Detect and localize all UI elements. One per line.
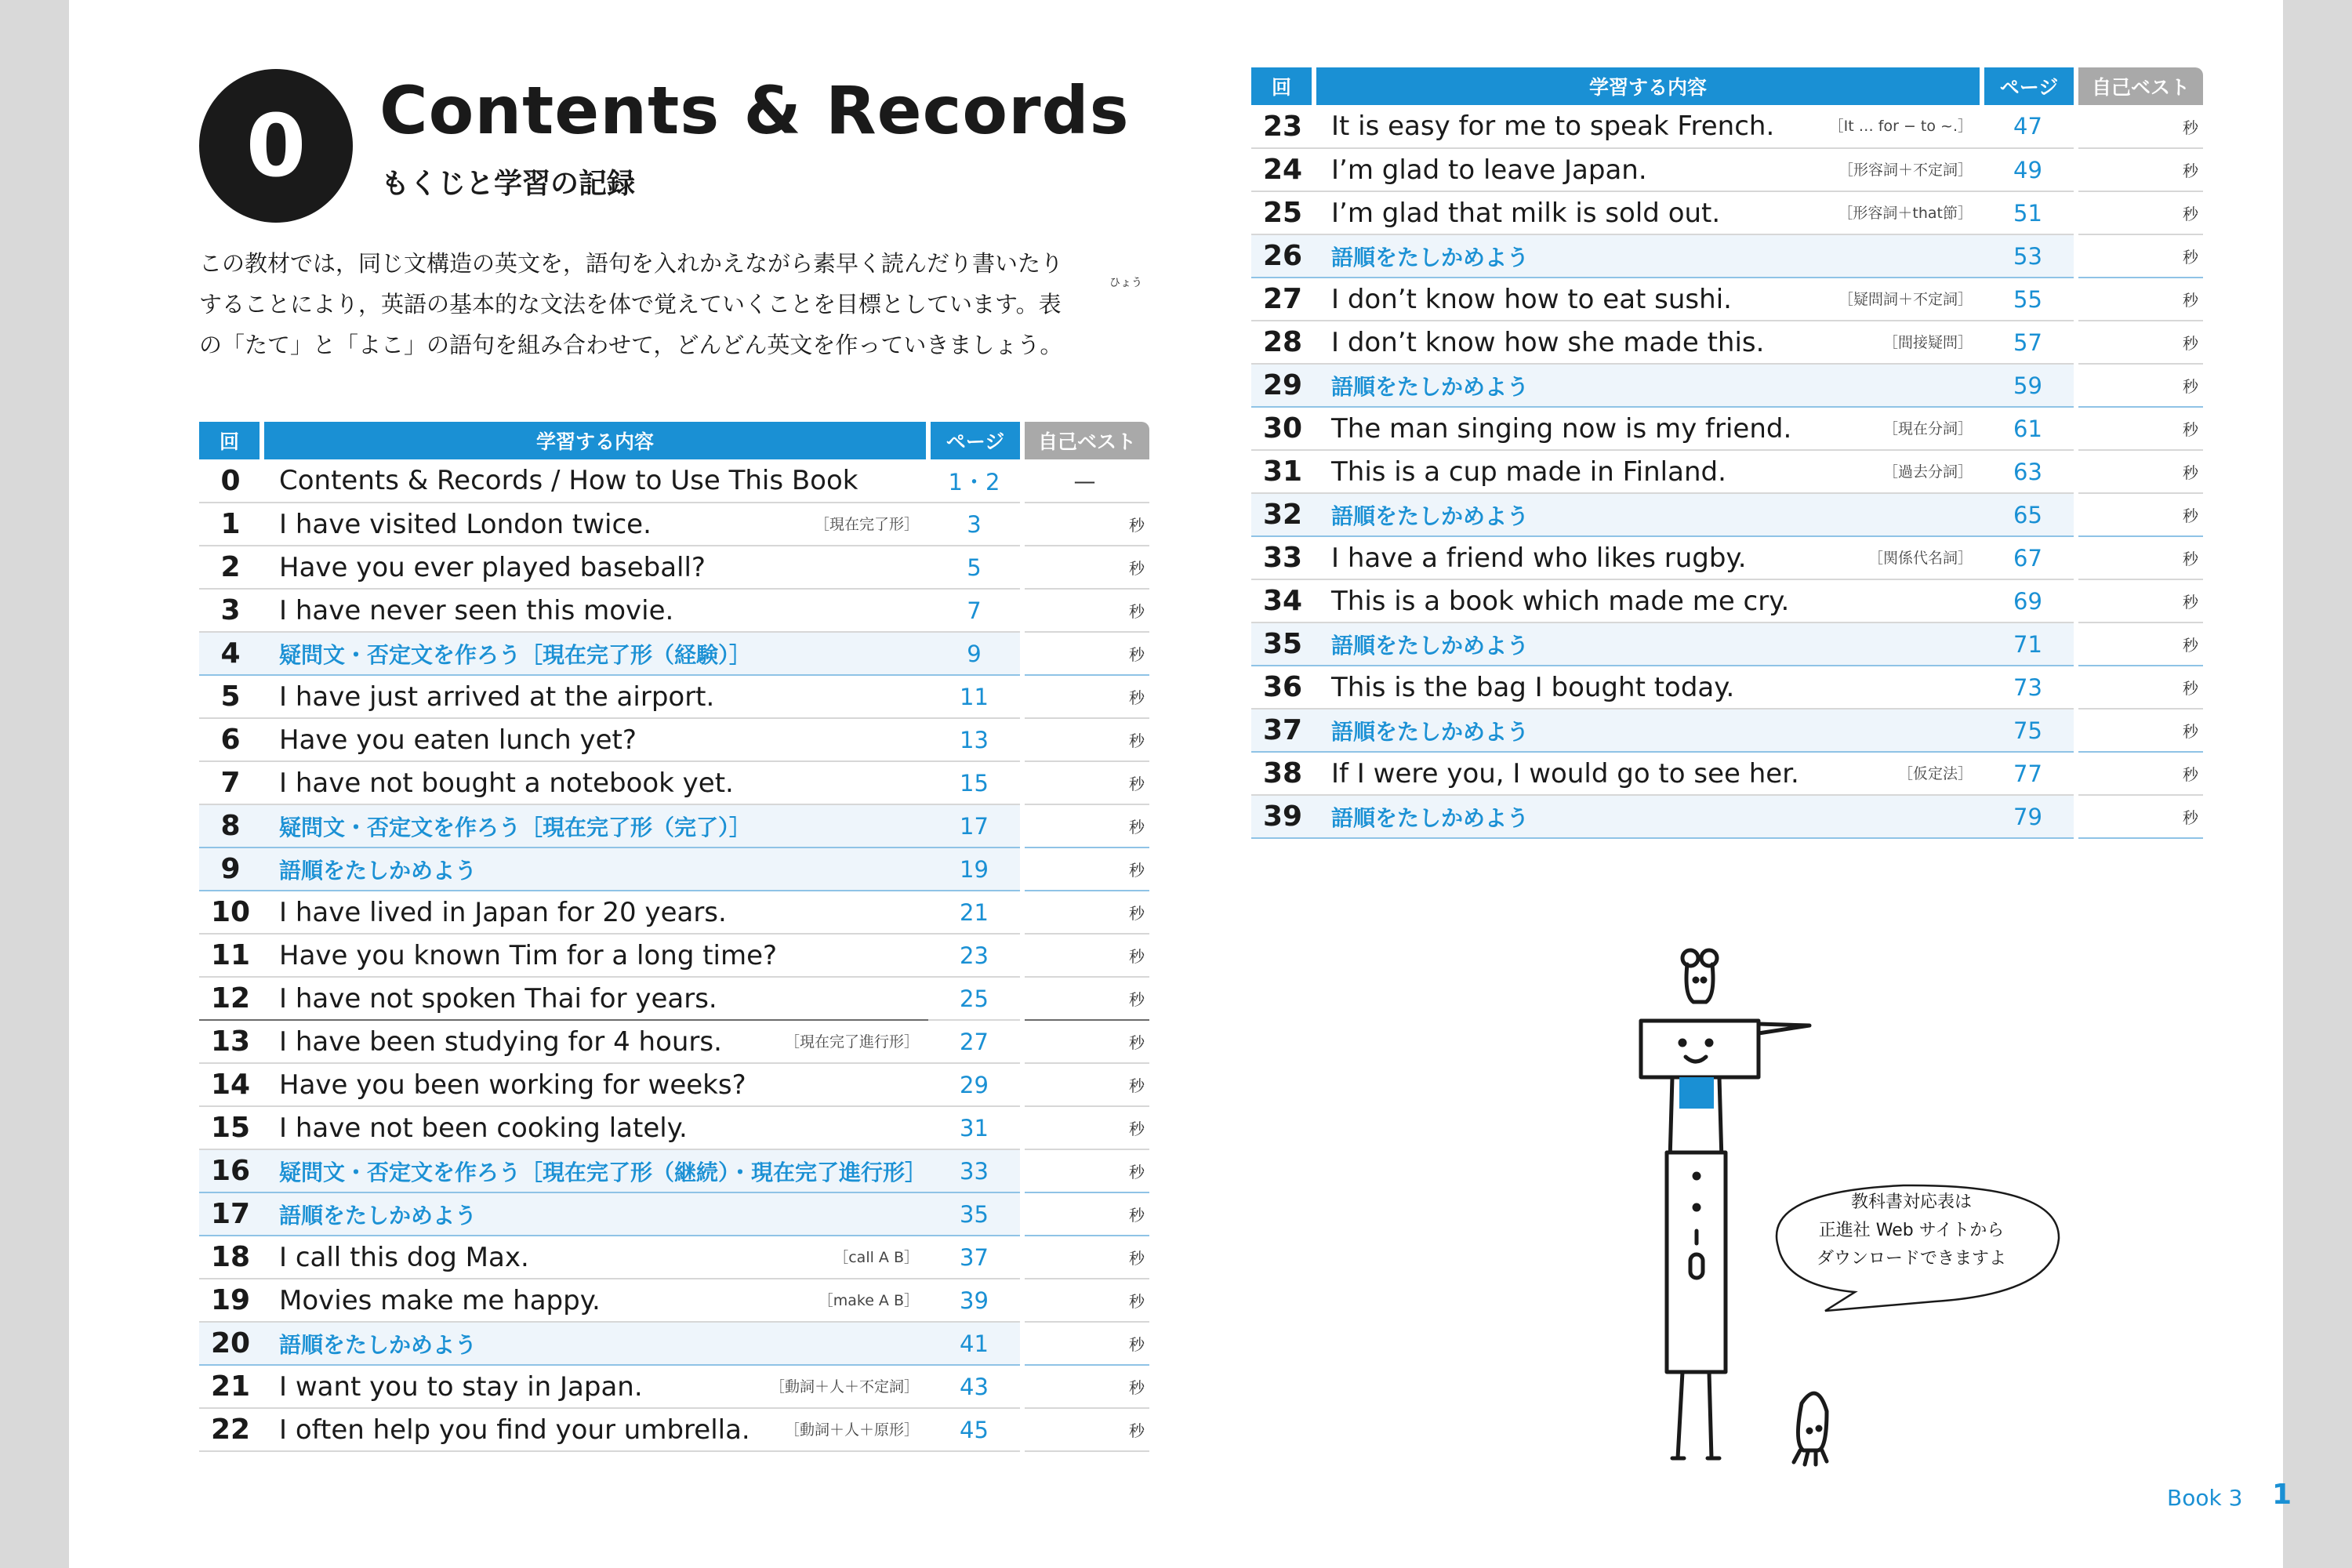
lesson-content [262,1279,928,1322]
lesson-number: 19 [199,1279,262,1322]
lesson-number: 25 [1251,191,1314,234]
header-number: 回 [1251,67,1314,105]
lesson-content [1314,105,1982,148]
lesson-title: I have not bought a notebook yet. [279,767,734,799]
page-ref: 37 [928,1236,1022,1279]
lesson-title: I have been studying for 4 hours. [279,1025,722,1058]
intro-text [199,243,1218,365]
page-ref: 25 [928,977,1022,1020]
table-row [1251,364,2203,407]
lesson-content [262,632,928,675]
intro-line: の「たて」と「よこ」の語句を組み合わせて，どんどん英文を作っていきましょう。 [199,332,1063,358]
lesson-number: 39 [1251,795,1314,838]
self-best: 秒 [2076,105,2203,148]
table-row [1251,622,2203,666]
header-page: ページ [1982,67,2076,105]
lesson-number: 15 [199,1106,262,1149]
page-ref: 1・2 [928,459,1022,503]
intro-line: することにより，英語の基本的な文法を体で覚えていくことを目標としています。表 [199,291,1062,318]
self-best: 秒 [2076,536,2203,579]
lesson-title: I call this dog Max. [279,1241,529,1273]
lesson-number: 34 [1251,579,1314,622]
header-content: 学習する内容 [262,422,928,459]
lesson-title: I often help you find your umbrella. [279,1414,750,1446]
lesson-content [1314,148,1982,191]
self-best: 秒 [2076,709,2203,752]
header-number: 回 [199,422,262,459]
table-row [199,934,1149,977]
page [69,0,2292,1568]
page-ref: 45 [928,1408,1022,1451]
bubble-line: 正進社 Web サイトから [1818,1221,2005,1240]
lesson-title: This is a book which made me cry. [1331,585,1790,617]
lesson-title: It is easy for me to speak French. [1331,111,1775,142]
lesson-title: I have lived in Japan for 20 years. [279,896,727,928]
lesson-content [262,804,928,848]
lesson-content [1314,364,1982,407]
lesson-content [262,675,928,718]
self-best: — [1022,459,1149,503]
lesson-number: 10 [199,891,262,934]
page-ref: 79 [1982,795,2076,838]
lesson-content [262,1365,928,1408]
lesson-number: 13 [199,1020,262,1063]
page-ref: 29 [928,1063,1022,1106]
page-ref: 59 [1982,364,2076,407]
lesson-title: 語順をたしかめよう [1331,244,1530,270]
page-number: 1 [2272,1479,2292,1511]
lesson-number: 5 [199,675,262,718]
lesson-title: 語順をたしかめよう [279,1202,477,1229]
table-row [1251,407,2203,450]
page-ref: 41 [928,1322,1022,1365]
table-row [1251,579,2203,622]
lesson-title: I don’t know how she made this. [1331,326,1765,358]
self-best: 秒 [2076,450,2203,493]
table-row [199,675,1149,718]
self-best: 秒 [2076,364,2203,407]
lesson-title: I have visited London twice. [279,508,652,540]
grammar-tag: ［動詞＋人＋不定詞］ [769,1377,919,1396]
page-ref: 11 [928,675,1022,718]
lesson-number: 30 [1251,407,1314,450]
grammar-tag: ［現在完了進行形］ [784,1033,919,1051]
lesson-number: 22 [199,1408,262,1451]
lesson-title: Contents & Records / How to Use This Book [279,465,858,496]
self-best: 秒 [1022,1365,1149,1408]
lesson-number: 36 [1251,666,1314,709]
grammar-tag: ［疑問詞＋不定詞］ [1838,290,1973,308]
table-row [1251,795,2203,838]
page-ref: 5 [928,546,1022,589]
lesson-title: 疑問文・否定文を作ろう［現在完了形（継続）・現在完了進行形］ [279,1159,927,1185]
lesson-title: I have never seen this movie. [279,594,674,626]
table-row [199,1106,1149,1149]
lesson-content [1314,407,1982,450]
ruby-annotation: ひょう [1109,277,1142,289]
lesson-number: 2 [199,546,262,589]
page-ref: 15 [928,761,1022,804]
self-best: 秒 [2076,795,2203,838]
lesson-title: 語順をたしかめよう [1331,503,1530,529]
table-row [199,1408,1149,1451]
table-row [1251,321,2203,364]
table-row [199,632,1149,675]
table-row [1251,666,2203,709]
contents-table-right [1251,67,2203,839]
page-ref: 17 [928,804,1022,848]
lesson-number: 35 [1251,622,1314,666]
lesson-number: 16 [199,1149,262,1192]
book-label: Book 3 [2167,1485,2243,1511]
lesson-content [262,1106,928,1149]
lesson-title: Have you eaten lunch yet? [279,724,637,756]
lesson-title: Have you been working for weeks? [279,1069,746,1101]
lesson-number: 26 [1251,234,1314,278]
lesson-content [1314,666,1982,709]
lesson-title: This is the bag I bought today. [1331,671,1735,703]
table-row [199,1192,1149,1236]
page-subtitle: もくじと学習の記録 [381,168,636,200]
self-best: 秒 [1022,1279,1149,1322]
page-ref: 49 [1982,148,2076,191]
lesson-number: 12 [199,977,262,1020]
lesson-title: I don’t know how to eat sushi. [1331,283,1732,315]
lesson-title: I have not been cooking lately. [279,1112,688,1144]
self-best: 秒 [1022,891,1149,934]
lesson-number: 7 [199,761,262,804]
page-ref: 77 [1982,752,2076,795]
lesson-number: 29 [1251,364,1314,407]
page-ref: 47 [1982,105,2076,148]
self-best: 秒 [1022,675,1149,718]
header-best: 自己ベスト [1022,422,1149,459]
self-best: 秒 [2076,148,2203,191]
lesson-content [1314,709,1982,752]
lesson-content [262,934,928,977]
contents-table-left [199,422,1149,1452]
header-page: ページ [928,422,1022,459]
lesson-title: The man singing now is my friend. [1331,412,1792,445]
page-ref: 35 [928,1192,1022,1236]
grammar-tag: ［形容詞＋不定詞］ [1838,161,1973,179]
self-best: 秒 [1022,503,1149,546]
lesson-title: Have you ever played baseball? [279,551,706,583]
lesson-number: 17 [199,1192,262,1236]
lesson-number: 21 [199,1365,262,1408]
page-ref: 63 [1982,450,2076,493]
page-ref: 73 [1982,666,2076,709]
lesson-title: 語順をたしかめよう [1331,804,1530,831]
table-row [199,718,1149,761]
header-best: 自己ベスト [2076,67,2203,105]
page-ref: 21 [928,891,1022,934]
page-ref: 9 [928,632,1022,675]
bubble-line: ダウンロードできますよ [1816,1249,2006,1269]
lesson-content [262,1063,928,1106]
self-best: 秒 [1022,589,1149,632]
lesson-number: 27 [1251,278,1314,321]
bubble-text [1794,1189,2029,1273]
grammar-tag: ［形容詞＋that節］ [1838,204,1973,222]
table-row [199,589,1149,632]
lesson-title: I’m glad that milk is sold out. [1331,197,1721,229]
page-ref: 53 [1982,234,2076,278]
page-ref: 33 [928,1149,1022,1192]
grammar-tag: ［過去分詞］ [1882,463,1973,481]
self-best: 秒 [1022,1408,1149,1451]
self-best: 秒 [1022,934,1149,977]
lesson-content [262,761,928,804]
page-ref: 61 [1982,407,2076,450]
table-row [199,1365,1149,1408]
lesson-content [262,1149,928,1192]
lesson-number: 28 [1251,321,1314,364]
lesson-number: 11 [199,934,262,977]
self-best: 秒 [2076,407,2203,450]
lesson-title: 語順をたしかめよう [279,1331,477,1358]
page-ref: 75 [1982,709,2076,752]
table-row [199,891,1149,934]
grammar-tag: ［関係代名詞］ [1867,549,1973,567]
self-best: 秒 [2076,579,2203,622]
self-best: 秒 [1022,1192,1149,1236]
self-best: 秒 [2076,321,2203,364]
lesson-title: I have just arrived at the airport. [279,681,715,713]
table-row [1251,191,2203,234]
lesson-content [262,1192,928,1236]
page-ref: 13 [928,718,1022,761]
lesson-content [262,848,928,891]
self-best: 秒 [1022,546,1149,589]
table-row [1251,709,2203,752]
lesson-content [262,1322,928,1365]
lesson-title: If I were you, I would go to see her. [1331,757,1799,789]
lesson-title: This is a cup made in Finland. [1331,456,1726,488]
intro-line: この教材では，同じ文構造の英文を，語句を入れかえながら素早く読んだり書いたり [199,250,1064,277]
lesson-content [262,1408,928,1451]
lesson-title: 語順をたしかめよう [279,857,477,884]
grammar-tag: ［動詞＋人＋原形］ [784,1421,919,1439]
lesson-title: I have a friend who likes rugby. [1331,542,1747,574]
lesson-number: 4 [199,632,262,675]
table-row [199,761,1149,804]
lesson-content [262,718,928,761]
table-row [199,1322,1149,1365]
lesson-number: 14 [199,1063,262,1106]
table-header [199,422,1149,459]
lesson-title: 疑問文・否定文を作ろう［現在完了形（経験）］ [279,641,752,668]
bubble-line: 教科書対応表は [1850,1192,1972,1212]
page-ref: 31 [928,1106,1022,1149]
grammar-tag: ［make A B］ [818,1291,919,1309]
table-row [1251,536,2203,579]
lesson-title: Movies make me happy. [279,1284,601,1316]
grammar-tag: ［現在完了形］ [814,515,919,533]
self-best: 秒 [2076,493,2203,536]
lesson-title: 語順をたしかめよう [1331,632,1530,659]
table-row [1251,105,2203,148]
lesson-title: 語順をたしかめよう [1331,373,1530,400]
lesson-number: 20 [199,1322,262,1365]
page-ref: 71 [1982,622,2076,666]
lesson-title: I want you to stay in Japan. [279,1370,643,1403]
self-best: 秒 [2076,234,2203,278]
lesson-content [262,546,928,589]
grammar-tag: ［現在分詞］ [1882,419,1973,437]
lesson-number: 8 [199,804,262,848]
table-row [199,503,1149,546]
table-row [199,804,1149,848]
page-title: Contents & Records [379,72,1130,149]
lesson-content [1314,321,1982,364]
lesson-content [1314,536,1982,579]
page-ref: 19 [928,848,1022,891]
lesson-number: 38 [1251,752,1314,795]
page-ref: 69 [1982,579,2076,622]
self-best: 秒 [2076,752,2203,795]
lesson-number: 3 [199,589,262,632]
page-ref: 55 [1982,278,2076,321]
self-best: 秒 [2076,278,2203,321]
lesson-number: 0 [199,459,262,503]
self-best: 秒 [1022,632,1149,675]
lesson-content [1314,752,1982,795]
page-ref: 43 [928,1365,1022,1408]
lesson-content [262,891,928,934]
self-best: 秒 [1022,1149,1149,1192]
self-best: 秒 [2076,622,2203,666]
lesson-title: 語順をたしかめよう [1331,718,1530,745]
table-row [1251,493,2203,536]
lesson-number: 31 [1251,450,1314,493]
lesson-content [1314,795,1982,838]
lesson-content [1314,622,1982,666]
table-row [1251,752,2203,795]
lesson-content [1314,579,1982,622]
page-ref: 65 [1982,493,2076,536]
page-ref: 39 [928,1279,1022,1322]
self-best: 秒 [1022,1236,1149,1279]
table-row [1251,278,2203,321]
lesson-content [262,1236,928,1279]
lesson-number: 37 [1251,709,1314,752]
lesson-number: 24 [1251,148,1314,191]
page-ref: 3 [928,503,1022,546]
table-row [199,459,1149,503]
table-row [199,546,1149,589]
lesson-title: I’m glad to leave Japan. [1331,154,1647,186]
table-row [199,977,1149,1020]
table-row [199,1063,1149,1106]
lesson-content [1314,493,1982,536]
lesson-number: 32 [1251,493,1314,536]
page-ref: 7 [928,589,1022,632]
page-ref: 51 [1982,191,2076,234]
table-row [199,1236,1149,1279]
table-row [1251,234,2203,278]
page-ref: 67 [1982,536,2076,579]
lesson-number: 1 [199,503,262,546]
header-content: 学習する内容 [1314,67,1982,105]
self-best: 秒 [1022,1063,1149,1106]
grammar-tag: ［It … for − to ~.］ [1828,118,1973,135]
lesson-content [1314,191,1982,234]
self-best: 秒 [1022,761,1149,804]
grammar-tag: ［仮定法］ [1897,764,1973,782]
page-ref: 23 [928,934,1022,977]
table-row [199,1020,1149,1063]
self-best: 秒 [1022,1322,1149,1365]
table-row [1251,148,2203,191]
lesson-number: 33 [1251,536,1314,579]
table-row [199,848,1149,891]
grammar-tag: ［間接疑問］ [1882,333,1973,351]
chapter-badge: 0 [199,69,353,223]
lesson-content [262,503,928,546]
page-ref: 57 [1982,321,2076,364]
lesson-content [1314,450,1982,493]
table-header [1251,67,2203,105]
lesson-number: 18 [199,1236,262,1279]
self-best: 秒 [1022,1020,1149,1063]
lesson-title: 疑問文・否定文を作ろう［現在完了形（完了）］ [279,814,752,840]
self-best: 秒 [2076,666,2203,709]
lesson-content [1314,234,1982,278]
lesson-number: 9 [199,848,262,891]
table-row [199,1279,1149,1322]
self-best: 秒 [1022,1106,1149,1149]
page-ref: 27 [928,1020,1022,1063]
lesson-title: I have not spoken Thai for years. [279,982,717,1014]
lesson-title: Have you known Tim for a long time? [279,939,778,971]
lesson-number: 23 [1251,105,1314,148]
table-row [199,1149,1149,1192]
lesson-content [262,1020,928,1063]
lesson-content [262,589,928,632]
lesson-content [262,977,928,1020]
self-best: 秒 [2076,191,2203,234]
lesson-number: 6 [199,718,262,761]
table-row [1251,450,2203,493]
grammar-tag: ［call A B］ [833,1248,919,1266]
self-best: 秒 [1022,804,1149,848]
self-best: 秒 [1022,848,1149,891]
self-best: 秒 [1022,977,1149,1020]
self-best: 秒 [1022,718,1149,761]
lesson-content [1314,278,1982,321]
lesson-content [262,459,928,503]
